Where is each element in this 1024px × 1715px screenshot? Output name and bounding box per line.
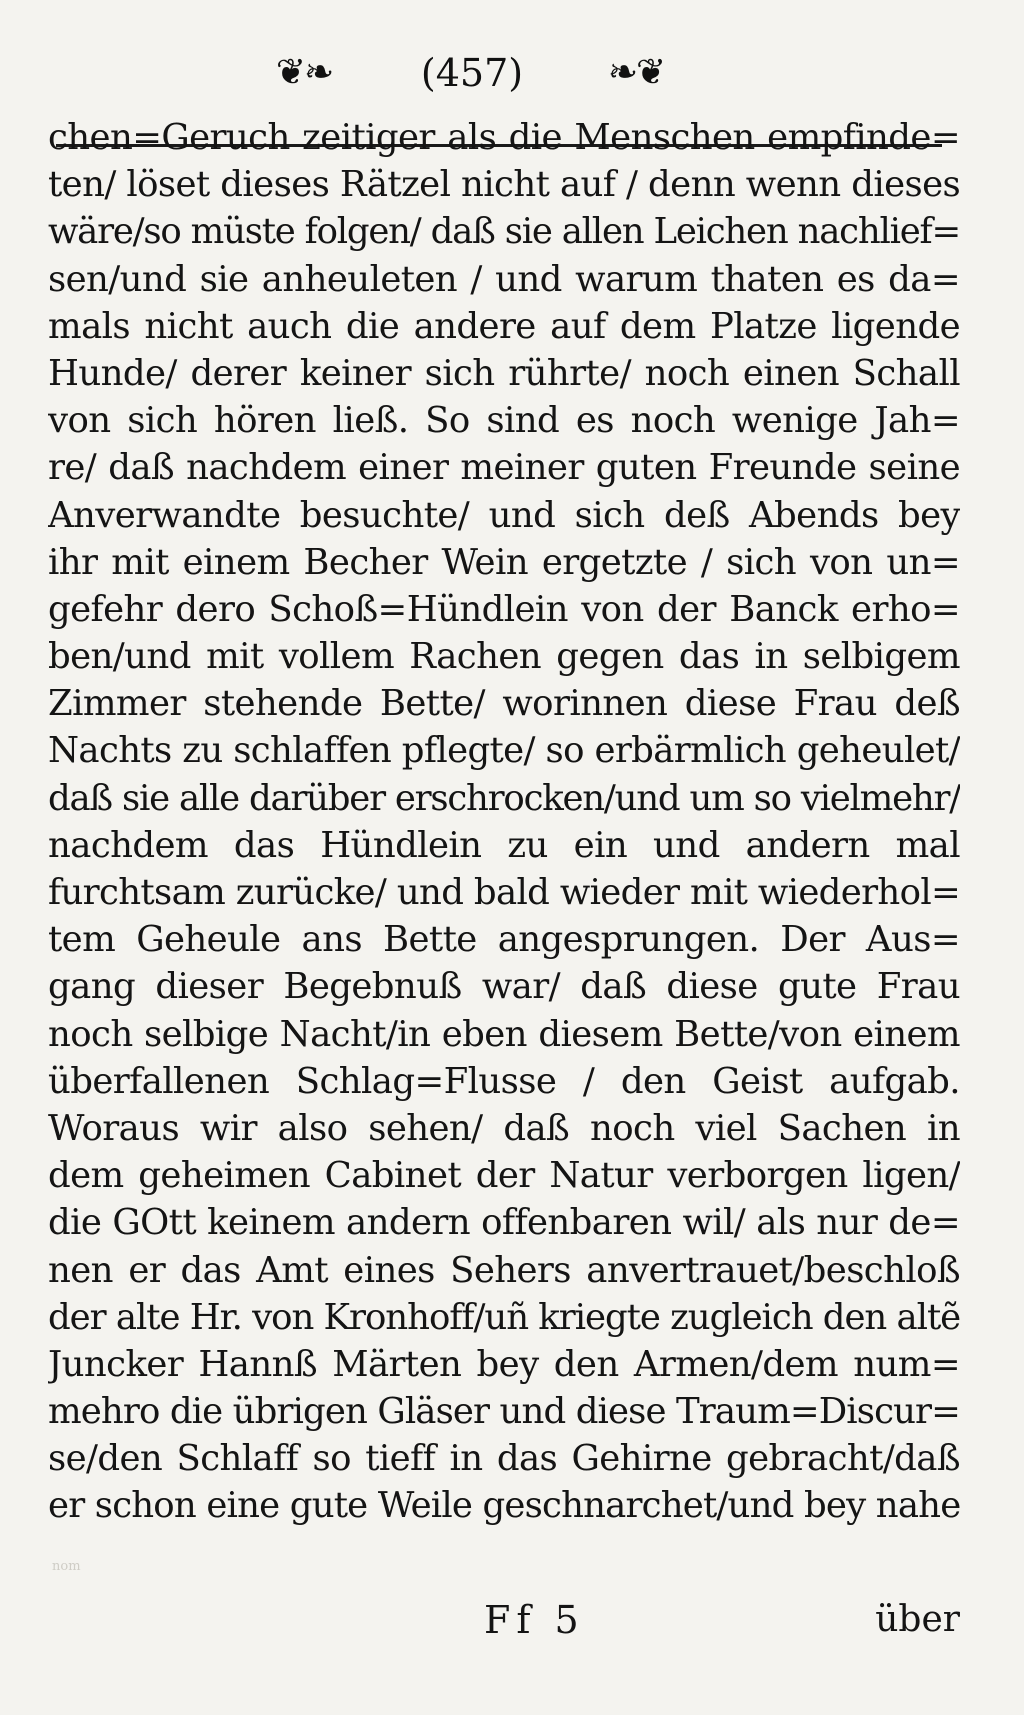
body-text: [48, 114, 960, 1530]
text-line: überfallenen Schlag=Flusse / den Geist aufgab.: [48, 1060, 960, 1102]
text-line: Zimmer stehende Bette/ worinnen diese Frau deß: [48, 683, 960, 725]
text-line: wäre/so müste folgen/ daß sie allen Leichen nachlief=: [48, 211, 960, 253]
text-line: mals nicht auch die andere auf dem Platze ligende: [48, 305, 960, 347]
text-line: tem Geheule ans Bette angesprungen. Der Aus=: [48, 919, 960, 961]
text-line: noch selbige Nacht/in eben diesem Bette/von einem: [48, 1013, 960, 1055]
text-line: gang dieser Begebnuß war/ daß diese gute Frau: [48, 966, 960, 1008]
text-line: ten/ löset dieses Rätzel nicht auf / denn wenn dieses: [48, 164, 960, 206]
page-footer: [0, 1592, 1024, 1652]
text-line: dem geheimen Cabinet der Natur verborgen ligen/: [48, 1155, 960, 1197]
text-line: er schon eine gute Weile geschnarchet/und bey nahe: [48, 1485, 960, 1527]
text-line: ihr mit einem Becher Wein ergetzte / sich von un=: [48, 541, 960, 583]
text-line: furchtsam zurücke/ und bald wieder mit wiederhol=: [48, 872, 960, 913]
text-line: Anverwandte besuchte/ und sich deß Abends bey: [48, 494, 960, 536]
text-line: nen er das Amt eines Sehers anvertrauet/beschloß: [48, 1249, 960, 1291]
text-line: re/ daß nachdem einer meiner guten Freunde seine: [48, 447, 960, 489]
text-line: ben/und mit vollem Rachen gegen das in selbigem: [48, 636, 960, 678]
page-number: (457): [420, 51, 524, 95]
text-line: von sich hören ließ. So sind es noch wenige Jah=: [48, 400, 960, 442]
text-line: Woraus wir also sehen/ daß noch viel Sachen in: [48, 1107, 960, 1149]
text-line: daß sie alle darüber erschrocken/und um so vielmehr/: [48, 777, 960, 819]
page-header: [0, 44, 1024, 114]
text-line: mehro die übrigen Gläser und diese Traum=Discur=: [48, 1391, 960, 1433]
text-line: se/den Schlaff so tieff in das Gehirne gebracht/daß: [48, 1438, 960, 1480]
faint-stamp: nom: [52, 1559, 81, 1574]
text-line: sen/und sie anheuleten / und warum thaten es da=: [48, 258, 960, 300]
right-ornament-icon: ❧❦: [607, 52, 665, 93]
text-line: Juncker Hannß Märten bey den Armen/dem num=: [48, 1343, 960, 1385]
text-line: chen=Geruch zeitiger als die Menschen empfinde=: [48, 117, 960, 158]
text-line: der alte Hr. von Kronhoff/uñ kriegte zugleich den altẽ: [48, 1296, 960, 1338]
catchword: über: [875, 1599, 960, 1640]
text-line: Nachts zu schlaffen pflegte/ so erbärmlich geheulet/: [48, 730, 960, 772]
text-line: Hunde/ derer keiner sich rührte/ noch einen Schall: [48, 352, 960, 394]
signature-mark: Ff 5: [484, 1598, 585, 1642]
text-line: die GOtt keinem andern offenbaren wil/ als nur de=: [48, 1202, 960, 1244]
text-line: nachdem das Hündlein zu ein und andern mal: [48, 824, 960, 866]
text-line: gefehr dero Schoß=Hündlein von der Banck erho=: [48, 588, 960, 630]
left-ornament-icon: ❦❧: [275, 52, 333, 93]
